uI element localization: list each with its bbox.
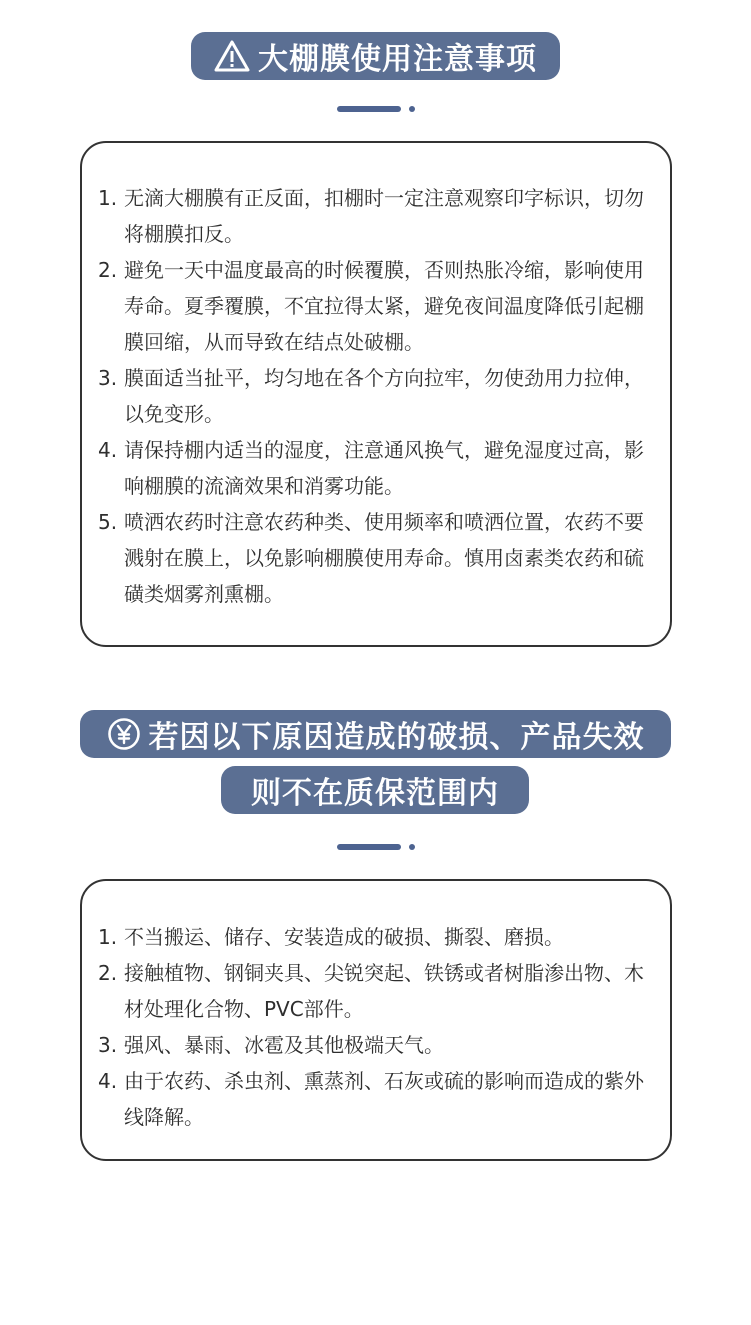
item-number: 3.	[98, 1033, 118, 1057]
item-text: 避免一天中温度最高的时候覆膜，否则热胀冷缩，影响使用寿命。夏季覆膜，不宜拉得太紧，避免夜间温度降低引起棚膜回缩，从而导致在结点处破棚。	[124, 258, 644, 354]
section-1-title-pill	[191, 32, 560, 80]
list-item	[98, 919, 650, 955]
list-item	[98, 504, 650, 612]
list-item	[98, 1027, 650, 1063]
section-2-title-pill-1	[80, 710, 671, 758]
item-number: 3.	[98, 366, 118, 390]
section-2-list	[98, 919, 650, 1135]
item-number: 1.	[98, 186, 118, 210]
item-text: 无滴大棚膜有正反面，扣棚时一定注意观察印字标识，切勿将棚膜扣反。	[124, 186, 644, 246]
section-1-list	[98, 180, 650, 612]
section-1-divider	[337, 106, 417, 112]
item-text: 接触植物、钢铜夹具、尖锐突起、铁锈或者树脂渗出物、木材处理化合物、PVC部件。	[124, 961, 644, 1021]
item-text: 喷洒农药时注意农药种类、使用频率和喷洒位置，农药不要溅射在膜上，以免影响棚膜使用寿命。慎用卤素类农药和硫磺类烟雾剂熏棚。	[124, 510, 644, 606]
section-2-title-pill-2	[221, 766, 529, 814]
section-1-title: 大棚膜使用注意事项	[258, 42, 537, 77]
item-text: 请保持棚内适当的湿度，注意通风换气，避免湿度过高，影响棚膜的流滴效果和消雾功能。	[124, 438, 644, 498]
item-text: 不当搬运、储存、安装造成的破损、撕裂、磨损。	[124, 925, 564, 949]
item-number: 4.	[98, 438, 118, 462]
item-text: 膜面适当扯平，均匀地在各个方向拉牢，勿使劲用力拉伸，以免变形。	[124, 366, 644, 426]
list-item	[98, 360, 650, 432]
section-2-title-line-2: 则不在质保范围内	[251, 776, 499, 811]
section-2-divider	[337, 844, 417, 850]
item-text: 由于农药、杀虫剂、熏蒸剂、石灰或硫的影响而造成的紫外线降解。	[124, 1069, 644, 1129]
item-number: 5.	[98, 510, 118, 534]
item-number: 4.	[98, 1069, 118, 1093]
warning-triangle-icon	[214, 39, 250, 73]
list-item	[98, 955, 650, 1027]
item-number: 2.	[98, 258, 118, 282]
item-number: 1.	[98, 925, 118, 949]
section-2-card	[80, 879, 672, 1161]
item-number: 2.	[98, 961, 118, 985]
yen-circle-icon	[107, 717, 141, 751]
list-item	[98, 432, 650, 504]
list-item	[98, 252, 650, 360]
list-item	[98, 180, 650, 252]
list-item	[98, 1063, 650, 1135]
item-text: 强风、暴雨、冰雹及其他极端天气。	[124, 1033, 444, 1057]
section-2-title-line-1: 若因以下原因造成的破损、产品失效	[148, 720, 645, 755]
section-1-card	[80, 141, 672, 647]
